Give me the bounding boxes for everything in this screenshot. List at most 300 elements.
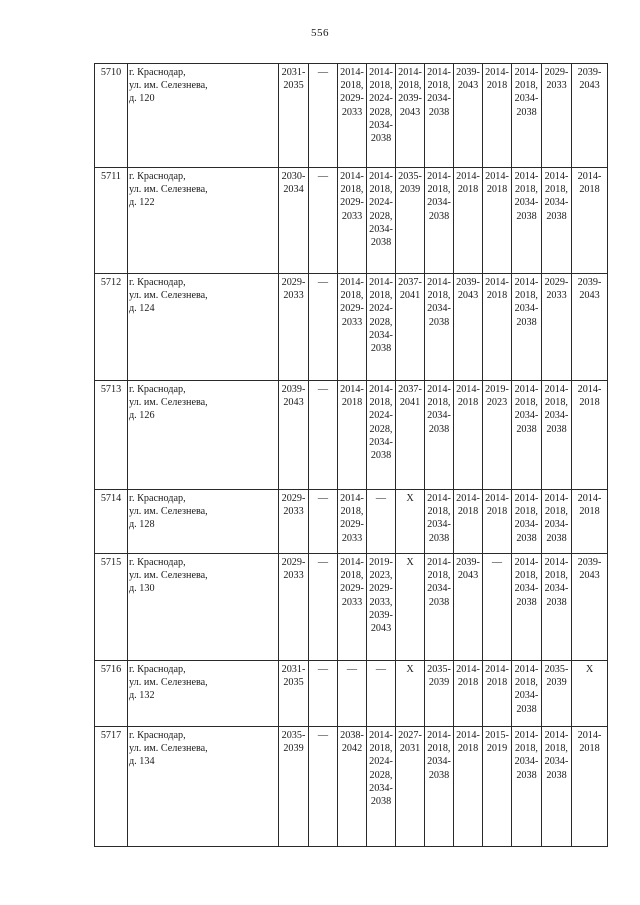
period-line: 2037- <box>398 384 422 395</box>
period-line: 2033, <box>369 596 393 608</box>
period-cell <box>367 381 396 490</box>
period-line: 2035- <box>544 664 569 675</box>
period-line: 2018 <box>486 184 508 196</box>
period-line: 2018, <box>515 80 538 92</box>
period-line: 2014- <box>577 493 602 504</box>
period-line: 2034- <box>427 583 451 595</box>
period-line: 2034- <box>427 197 451 209</box>
period-line: 2033 <box>546 290 567 302</box>
period-line: 2034- <box>514 303 539 315</box>
period-line: 2018, <box>340 290 364 302</box>
period-line: 2014- <box>369 171 393 182</box>
table-row <box>95 490 608 554</box>
period-cell <box>483 727 512 847</box>
period-line: 2014- <box>485 664 509 675</box>
period-cell <box>367 64 396 168</box>
period-line: 2018 <box>457 506 479 518</box>
period-line: 2033 <box>341 106 363 118</box>
period-cell <box>279 64 309 168</box>
row-number: 5711 <box>95 168 128 274</box>
period-cell <box>572 64 608 168</box>
period-line: 2031- <box>281 67 306 78</box>
period-line: 2033 <box>283 290 304 302</box>
period-cell <box>572 554 608 661</box>
row-number: 5712 <box>95 274 128 381</box>
period-cell <box>542 168 572 274</box>
period-line: 2043 <box>457 570 479 582</box>
address-cell <box>128 727 279 847</box>
period-line: 2018, <box>515 506 538 518</box>
period-line: 2029- <box>544 277 569 288</box>
period-line: 2034- <box>369 329 393 341</box>
period-cell <box>367 727 396 847</box>
period-line: 2014- <box>485 171 509 182</box>
period-line: 2014- <box>340 557 364 568</box>
row-number: 5710 <box>95 64 128 168</box>
period-line: 2038 <box>370 450 392 462</box>
period-cell <box>425 381 454 490</box>
address-cell <box>128 661 279 727</box>
period-cell <box>425 727 454 847</box>
period-line: 2023 <box>486 397 508 409</box>
period-cell <box>338 64 367 168</box>
period-line: 2014- <box>514 557 539 568</box>
period-cell <box>309 274 338 381</box>
table-row <box>95 554 608 661</box>
period-cell <box>454 168 483 274</box>
period-line: 2028, <box>369 769 393 781</box>
period-line: 2039- <box>281 384 306 395</box>
period-line: 2018, <box>340 570 364 582</box>
period-line: 2038 <box>370 796 392 808</box>
period-line: 2018, <box>369 397 393 409</box>
period-line: — <box>375 664 387 675</box>
period-cell <box>542 661 572 727</box>
period-line: 2018, <box>369 184 393 196</box>
period-line: 2038 <box>516 769 537 781</box>
period-cell <box>367 490 396 554</box>
period-line: 2024- <box>369 303 393 315</box>
period-line: 2038 <box>546 769 567 781</box>
period-line: 2018 <box>341 397 363 409</box>
period-line: 2029- <box>369 583 393 595</box>
period-cell <box>512 661 542 727</box>
period-line: 2014- <box>544 384 569 395</box>
period-line: 2024- <box>369 197 393 209</box>
period-line: 2029- <box>544 67 569 78</box>
period-line: 2034- <box>514 756 539 768</box>
table-row <box>95 274 608 381</box>
period-cell <box>396 554 425 661</box>
period-cell <box>396 381 425 490</box>
period-line: 2014- <box>577 730 602 741</box>
period-line: 2014- <box>369 277 393 288</box>
period-line: 2034- <box>369 119 393 131</box>
period-line: 2014- <box>544 493 569 504</box>
period-cell <box>338 727 367 847</box>
period-cell <box>542 381 572 490</box>
address-cell <box>128 554 279 661</box>
period-cell <box>542 490 572 554</box>
period-line: 2014- <box>485 493 509 504</box>
address-line: д. 126 <box>129 410 155 422</box>
period-cell <box>279 490 309 554</box>
period-line: 2037- <box>398 277 422 288</box>
period-line: 2018, <box>369 743 393 755</box>
period-line: 2039 <box>428 677 450 689</box>
period-line: 2014- <box>544 557 569 568</box>
period-cell <box>279 381 309 490</box>
period-cell <box>338 661 367 727</box>
period-line: 2014- <box>427 557 451 568</box>
period-cell <box>425 168 454 274</box>
address-line: г. Краснодар, <box>129 557 186 568</box>
row-number: 5713 <box>95 381 128 490</box>
period-line: 2014- <box>456 171 480 182</box>
period-line: — <box>317 493 329 504</box>
period-line: 2014- <box>514 730 539 741</box>
period-line: 2018, <box>545 743 568 755</box>
period-cell <box>425 274 454 381</box>
period-line: X <box>406 664 414 675</box>
period-cell <box>512 274 542 381</box>
period-cell <box>338 554 367 661</box>
period-line: 2043 <box>370 623 392 635</box>
period-cell <box>309 727 338 847</box>
period-cell <box>512 64 542 168</box>
period-line: 2014- <box>485 277 509 288</box>
period-line: 2018, <box>545 184 568 196</box>
address-line: ул. им. Селезнева, <box>129 397 208 409</box>
period-line: 2018 <box>486 290 508 302</box>
table-row <box>95 727 608 847</box>
address-cell <box>128 274 279 381</box>
address-cell <box>128 490 279 554</box>
period-line: X <box>585 664 594 675</box>
period-line: 2014- <box>456 384 480 395</box>
period-line: 2018, <box>427 506 451 518</box>
period-line: 2018, <box>545 397 568 409</box>
row-number: 5715 <box>95 554 128 661</box>
period-line: 2038 <box>516 106 537 118</box>
period-line: 2018 <box>486 80 508 92</box>
period-cell <box>309 490 338 554</box>
period-line: 2038 <box>546 596 567 608</box>
period-line: 2014- <box>369 730 393 741</box>
period-line: — <box>317 171 329 182</box>
period-cell <box>512 381 542 490</box>
address-line: г. Краснодар, <box>129 493 186 504</box>
period-line: 2034- <box>427 756 451 768</box>
period-line: 2043 <box>579 570 600 582</box>
period-line: 2038 <box>516 596 537 608</box>
period-line: — <box>375 493 387 504</box>
period-line: 2038 <box>428 769 450 781</box>
period-line: 2018 <box>486 677 508 689</box>
period-line: 2014- <box>456 493 480 504</box>
table-row <box>95 661 608 727</box>
row-number: 5717 <box>95 727 128 847</box>
address-line: г. Краснодар, <box>129 730 186 741</box>
period-line: 2018, <box>427 290 451 302</box>
period-line: 2034- <box>369 223 393 235</box>
period-line: 2039- <box>456 67 480 78</box>
period-line: 2034- <box>427 410 451 422</box>
period-line: 2018 <box>579 184 600 196</box>
period-cell <box>483 554 512 661</box>
period-line: 2018 <box>579 397 600 409</box>
period-line: 2014- <box>544 730 569 741</box>
period-line: — <box>317 557 329 568</box>
period-cell <box>396 661 425 727</box>
period-line: 2018, <box>515 184 538 196</box>
period-line: 2034- <box>514 93 539 105</box>
period-line: 2039 <box>546 677 567 689</box>
period-line: 2034 <box>283 184 304 196</box>
period-line: — <box>317 730 329 741</box>
period-line: 2035- <box>398 171 422 182</box>
period-cell <box>425 64 454 168</box>
period-line: 2039- <box>398 93 422 105</box>
period-line: 2018, <box>398 80 422 92</box>
period-line: 2028, <box>369 316 393 328</box>
period-line: 2038 <box>516 316 537 328</box>
period-line: 2033 <box>341 210 363 222</box>
period-line: 2018 <box>457 397 479 409</box>
period-line: 2029- <box>340 303 364 315</box>
period-line: — <box>317 277 329 288</box>
period-line: 2034- <box>427 93 451 105</box>
period-line: 2018, <box>340 506 364 518</box>
period-line: 2039- <box>577 277 602 288</box>
period-line: 2038 <box>516 210 537 222</box>
period-line: 2014- <box>514 493 539 504</box>
period-line: 2038 <box>428 532 450 544</box>
period-line: 2033 <box>341 316 363 328</box>
period-line: 2018 <box>457 743 479 755</box>
period-line: 2038 <box>516 423 537 435</box>
period-line: 2014- <box>398 67 422 78</box>
period-line: 2018 <box>579 743 600 755</box>
period-cell <box>542 64 572 168</box>
address-line: ул. им. Селезнева, <box>129 570 208 582</box>
period-line: 2018, <box>369 290 393 302</box>
address-line: г. Краснодар, <box>129 171 186 182</box>
period-line: 2033 <box>341 532 363 544</box>
period-line: 2014- <box>427 493 451 504</box>
period-line: 2034- <box>544 756 569 768</box>
address-line: д. 130 <box>129 583 155 595</box>
period-line: 2043 <box>579 290 600 302</box>
period-line: 2014- <box>577 171 602 182</box>
period-line: — <box>346 664 358 675</box>
period-cell <box>425 490 454 554</box>
address-line: ул. им. Селезнева, <box>129 677 208 689</box>
row-number: 5716 <box>95 661 128 727</box>
period-line: 2029- <box>340 93 364 105</box>
period-cell <box>454 661 483 727</box>
period-line: 2038 <box>370 343 392 355</box>
period-line: 2034- <box>514 690 539 702</box>
period-line: 2014- <box>369 384 393 395</box>
period-line: 2029- <box>281 277 306 288</box>
period-line: 2034- <box>544 519 569 531</box>
period-cell <box>396 168 425 274</box>
address-line: д. 132 <box>129 690 155 702</box>
period-line: 2030- <box>281 171 306 182</box>
period-line: 2027- <box>398 730 422 741</box>
period-cell <box>483 274 512 381</box>
period-line: 2035- <box>281 730 306 741</box>
period-cell <box>425 661 454 727</box>
period-cell <box>279 168 309 274</box>
period-line: 2018 <box>457 677 479 689</box>
period-line: 2034- <box>544 410 569 422</box>
period-cell <box>309 661 338 727</box>
period-line: 2014- <box>427 171 451 182</box>
address-line: д. 122 <box>129 197 155 209</box>
address-cell <box>128 381 279 490</box>
period-cell <box>396 274 425 381</box>
period-line: 2031- <box>281 664 306 675</box>
period-line: 2018 <box>457 184 479 196</box>
period-line: — <box>317 664 329 675</box>
period-line: 2033 <box>546 80 567 92</box>
period-line: 2019- <box>369 557 393 568</box>
address-line: г. Краснодар, <box>129 384 186 395</box>
address-cell <box>128 64 279 168</box>
period-cell <box>454 64 483 168</box>
period-line: 2043 <box>457 290 479 302</box>
period-line: 2034- <box>514 583 539 595</box>
period-line: 2014- <box>340 67 364 78</box>
period-cell <box>279 274 309 381</box>
period-line: 2024- <box>369 93 393 105</box>
period-line: 2043 <box>283 397 304 409</box>
period-cell <box>542 727 572 847</box>
period-cell <box>572 661 608 727</box>
period-line: 2019- <box>485 384 509 395</box>
period-cell <box>454 381 483 490</box>
table-row <box>95 64 608 168</box>
address-line: ул. им. Селезнева, <box>129 506 208 518</box>
period-cell <box>512 554 542 661</box>
period-cell <box>483 661 512 727</box>
period-cell <box>309 168 338 274</box>
period-line: 2035 <box>283 677 304 689</box>
period-line: 2018, <box>427 743 451 755</box>
period-cell <box>483 490 512 554</box>
period-line: 2014- <box>427 277 451 288</box>
period-cell <box>367 168 396 274</box>
period-cell <box>483 381 512 490</box>
period-line: 2034- <box>369 436 393 448</box>
period-cell <box>542 554 572 661</box>
period-line: 2014- <box>340 277 364 288</box>
address-line: ул. им. Селезнева, <box>129 80 208 92</box>
period-cell <box>396 64 425 168</box>
period-line: 2014- <box>456 730 480 741</box>
period-line: 2014- <box>514 67 539 78</box>
period-line: 2034- <box>514 519 539 531</box>
period-cell <box>454 274 483 381</box>
period-line: 2014- <box>340 171 364 182</box>
period-line: 2038 <box>546 210 567 222</box>
period-line: 2018, <box>427 397 451 409</box>
period-line: 2042 <box>341 743 363 755</box>
period-line: 2018, <box>515 743 538 755</box>
period-line: 2018 <box>486 506 508 518</box>
address-line: д. 128 <box>129 519 155 531</box>
period-line: 2018, <box>515 570 538 582</box>
period-line: 2028, <box>369 423 393 435</box>
period-line: 2039- <box>577 557 602 568</box>
period-line: 2014- <box>340 384 364 395</box>
period-cell <box>454 554 483 661</box>
repair-schedule-table <box>94 63 608 847</box>
period-line: 2043 <box>579 80 600 92</box>
period-line: X <box>406 493 414 504</box>
period-cell <box>483 168 512 274</box>
period-line: 2019 <box>486 743 508 755</box>
period-line: 2035- <box>427 664 451 675</box>
period-cell <box>572 274 608 381</box>
period-line: 2034- <box>514 410 539 422</box>
period-cell <box>338 490 367 554</box>
period-line: 2033 <box>283 570 304 582</box>
address-line: г. Краснодар, <box>129 67 186 78</box>
period-line: 2034- <box>544 583 569 595</box>
period-line: 2023, <box>369 570 393 582</box>
period-line: 2034- <box>427 303 451 315</box>
period-cell <box>572 727 608 847</box>
period-cell <box>512 727 542 847</box>
address-cell <box>128 168 279 274</box>
period-cell <box>367 554 396 661</box>
period-cell <box>542 274 572 381</box>
period-cell <box>279 727 309 847</box>
address-line: д. 134 <box>129 756 155 768</box>
period-line: 2014- <box>427 384 451 395</box>
period-line: 2014- <box>427 67 451 78</box>
period-line: 2018, <box>545 506 568 518</box>
period-line: 2018 <box>579 506 600 518</box>
period-cell <box>279 554 309 661</box>
period-line: 2018, <box>515 290 538 302</box>
table-row <box>95 168 608 274</box>
period-line: 2029- <box>340 197 364 209</box>
address-line: ул. им. Селезнева, <box>129 290 208 302</box>
period-line: 2024- <box>369 756 393 768</box>
address-line: г. Краснодар, <box>129 277 186 288</box>
period-line: 2038 <box>428 106 450 118</box>
period-line: 2031 <box>399 743 421 755</box>
period-line: — <box>317 67 329 78</box>
period-line: 2018, <box>340 80 364 92</box>
period-line: 2018, <box>545 570 568 582</box>
period-cell <box>425 554 454 661</box>
period-line: 2014- <box>514 384 539 395</box>
period-line: 2029- <box>340 583 364 595</box>
period-line: 2018, <box>427 184 451 196</box>
period-line: 2028, <box>369 106 393 118</box>
period-line: 2028, <box>369 210 393 222</box>
period-line: 2014- <box>544 171 569 182</box>
address-line: ул. им. Селезнева, <box>129 184 208 196</box>
period-cell <box>454 727 483 847</box>
address-line: д. 124 <box>129 303 155 315</box>
period-line: 2034- <box>369 782 393 794</box>
